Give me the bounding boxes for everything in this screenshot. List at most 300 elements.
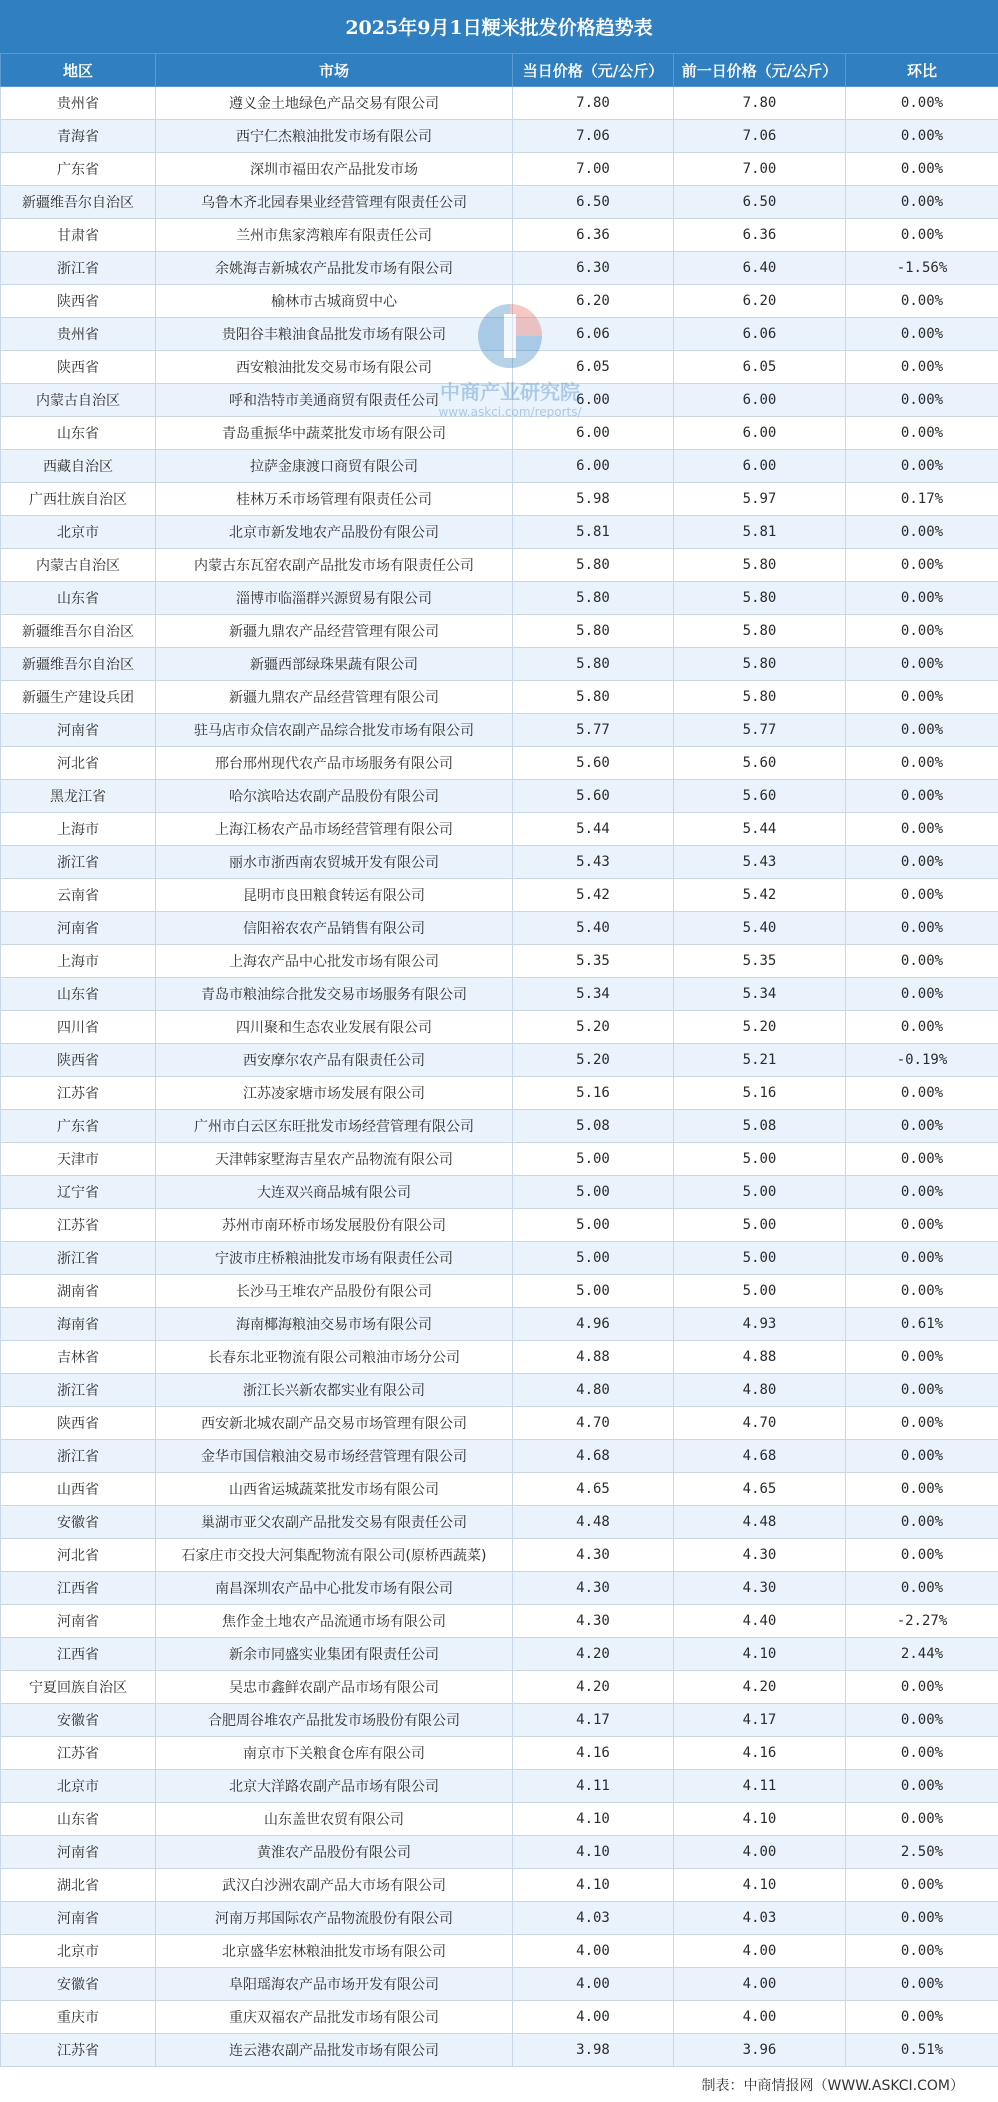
cell-change: 0.00% xyxy=(846,1704,998,1737)
cell-prev-price: 4.88 xyxy=(674,1341,846,1374)
cell-change: 0.00% xyxy=(846,1572,998,1605)
cell-change: -2.27% xyxy=(846,1605,998,1638)
cell-region: 陕西省 xyxy=(1,351,156,384)
cell-region: 江苏省 xyxy=(1,2034,156,2067)
table-row xyxy=(1,846,998,879)
cell-today-price: 6.20 xyxy=(513,285,674,318)
cell-prev-price: 5.81 xyxy=(674,516,846,549)
cell-today-price: 7.00 xyxy=(513,153,674,186)
cell-change: 0.00% xyxy=(846,1902,998,1935)
cell-today-price: 5.35 xyxy=(513,945,674,978)
cell-prev-price: 5.77 xyxy=(674,714,846,747)
cell-today-price: 7.06 xyxy=(513,120,674,153)
cell-today-price: 3.98 xyxy=(513,2034,674,2067)
table-row xyxy=(1,582,998,615)
cell-change: 0.00% xyxy=(846,1506,998,1539)
cell-market: 呼和浩特市美通商贸有限责任公司 xyxy=(156,384,513,417)
cell-prev-price: 4.40 xyxy=(674,1605,846,1638)
cell-today-price: 6.00 xyxy=(513,417,674,450)
cell-market: 西安新北城农副产品交易市场管理有限公司 xyxy=(156,1407,513,1440)
cell-region: 河北省 xyxy=(1,747,156,780)
cell-change: 0.17% xyxy=(846,483,998,516)
cell-today-price: 5.77 xyxy=(513,714,674,747)
cell-change: 2.44% xyxy=(846,1638,998,1671)
cell-prev-price: 4.00 xyxy=(674,1836,846,1869)
cell-region: 江苏省 xyxy=(1,1737,156,1770)
cell-prev-price: 4.93 xyxy=(674,1308,846,1341)
cell-market: 上海江杨农产品市场经营管理有限公司 xyxy=(156,813,513,846)
cell-region: 河南省 xyxy=(1,1836,156,1869)
cell-change: 0.00% xyxy=(846,1539,998,1572)
cell-change: 0.61% xyxy=(846,1308,998,1341)
cell-change: 0.00% xyxy=(846,1968,998,2001)
cell-change: -1.56% xyxy=(846,252,998,285)
cell-market: 南京市下关粮食仓库有限公司 xyxy=(156,1737,513,1770)
cell-prev-price: 6.36 xyxy=(674,219,846,252)
table-row xyxy=(1,285,998,318)
cell-region: 天津市 xyxy=(1,1143,156,1176)
cell-market: 广州市白云区东旺批发市场经营管理有限公司 xyxy=(156,1110,513,1143)
cell-market: 青岛重振华中蔬菜批发市场有限公司 xyxy=(156,417,513,450)
cell-prev-price: 5.00 xyxy=(674,1209,846,1242)
cell-region: 青海省 xyxy=(1,120,156,153)
table-header xyxy=(1,54,998,87)
header-market: 市场 xyxy=(156,54,513,87)
table-row xyxy=(1,1704,998,1737)
cell-region: 安徽省 xyxy=(1,1506,156,1539)
table-row xyxy=(1,1044,998,1077)
cell-region: 北京市 xyxy=(1,516,156,549)
cell-today-price: 5.00 xyxy=(513,1143,674,1176)
cell-market: 邢台邢州现代农产品市场服务有限公司 xyxy=(156,747,513,780)
cell-today-price: 4.00 xyxy=(513,2001,674,2034)
cell-prev-price: 5.42 xyxy=(674,879,846,912)
cell-region: 内蒙古自治区 xyxy=(1,384,156,417)
cell-today-price: 6.06 xyxy=(513,318,674,351)
cell-market: 榆林市古城商贸中心 xyxy=(156,285,513,318)
table-row xyxy=(1,549,998,582)
cell-today-price: 7.80 xyxy=(513,87,674,120)
cell-change: 0.51% xyxy=(846,2034,998,2067)
cell-change: 0.00% xyxy=(846,615,998,648)
table-row xyxy=(1,417,998,450)
cell-today-price: 5.40 xyxy=(513,912,674,945)
table-row xyxy=(1,1077,998,1110)
table-row xyxy=(1,1209,998,1242)
table-row xyxy=(1,1902,998,1935)
cell-today-price: 5.16 xyxy=(513,1077,674,1110)
cell-region: 贵州省 xyxy=(1,318,156,351)
cell-prev-price: 4.00 xyxy=(674,1935,846,1968)
cell-change: 0.00% xyxy=(846,648,998,681)
cell-market: 青岛市粮油综合批发交易市场服务有限公司 xyxy=(156,978,513,1011)
cell-today-price: 4.17 xyxy=(513,1704,674,1737)
cell-change: 0.00% xyxy=(846,945,998,978)
cell-region: 江苏省 xyxy=(1,1077,156,1110)
cell-today-price: 6.00 xyxy=(513,384,674,417)
cell-today-price: 4.30 xyxy=(513,1605,674,1638)
cell-change: 0.00% xyxy=(846,87,998,120)
cell-change: 0.00% xyxy=(846,417,998,450)
cell-prev-price: 4.30 xyxy=(674,1539,846,1572)
cell-today-price: 4.11 xyxy=(513,1770,674,1803)
cell-market: 信阳裕农农产品销售有限公司 xyxy=(156,912,513,945)
cell-today-price: 4.30 xyxy=(513,1539,674,1572)
cell-region: 河南省 xyxy=(1,1605,156,1638)
cell-region: 广西壮族自治区 xyxy=(1,483,156,516)
table-row xyxy=(1,1110,998,1143)
cell-change: 0.00% xyxy=(846,747,998,780)
cell-change: 0.00% xyxy=(846,186,998,219)
cell-prev-price: 4.17 xyxy=(674,1704,846,1737)
table-row xyxy=(1,1638,998,1671)
cell-prev-price: 5.00 xyxy=(674,1242,846,1275)
cell-prev-price: 6.40 xyxy=(674,252,846,285)
table-row xyxy=(1,186,998,219)
cell-today-price: 4.88 xyxy=(513,1341,674,1374)
cell-change: 0.00% xyxy=(846,2001,998,2034)
header-change: 环比 xyxy=(846,54,998,87)
cell-market: 新疆九鼎农产品经营管理有限公司 xyxy=(156,681,513,714)
table-row xyxy=(1,516,998,549)
cell-region: 新疆维吾尔自治区 xyxy=(1,648,156,681)
cell-market: 连云港农副产品批发市场有限公司 xyxy=(156,2034,513,2067)
table-row xyxy=(1,681,998,714)
cell-today-price: 5.80 xyxy=(513,681,674,714)
table-row xyxy=(1,1836,998,1869)
cell-today-price: 5.98 xyxy=(513,483,674,516)
cell-market: 桂林万禾市场管理有限责任公司 xyxy=(156,483,513,516)
cell-change: 0.00% xyxy=(846,120,998,153)
cell-change: 0.00% xyxy=(846,912,998,945)
cell-market: 黄淮农产品股份有限公司 xyxy=(156,1836,513,1869)
cell-prev-price: 5.80 xyxy=(674,582,846,615)
cell-change: 0.00% xyxy=(846,681,998,714)
cell-region: 湖北省 xyxy=(1,1869,156,1902)
cell-market: 江苏凌家塘市场发展有限公司 xyxy=(156,1077,513,1110)
table-row xyxy=(1,1341,998,1374)
cell-market: 浙江长兴新农都实业有限公司 xyxy=(156,1374,513,1407)
cell-change: 0.00% xyxy=(846,1935,998,1968)
cell-today-price: 5.42 xyxy=(513,879,674,912)
table-row xyxy=(1,2034,998,2067)
cell-market: 长沙马王堆农产品股份有限公司 xyxy=(156,1275,513,1308)
cell-today-price: 4.16 xyxy=(513,1737,674,1770)
cell-market: 焦作金土地农产品流通市场有限公司 xyxy=(156,1605,513,1638)
cell-prev-price: 4.48 xyxy=(674,1506,846,1539)
cell-region: 浙江省 xyxy=(1,1374,156,1407)
cell-region: 河南省 xyxy=(1,912,156,945)
cell-market: 重庆双福农产品批发市场有限公司 xyxy=(156,2001,513,2034)
table-row xyxy=(1,87,998,120)
cell-change: 0.00% xyxy=(846,1209,998,1242)
cell-market: 拉萨金康渡口商贸有限公司 xyxy=(156,450,513,483)
table-row xyxy=(1,252,998,285)
cell-region: 上海市 xyxy=(1,945,156,978)
cell-prev-price: 4.00 xyxy=(674,2001,846,2034)
cell-change: 0.00% xyxy=(846,582,998,615)
cell-market: 河南万邦国际农产品物流股份有限公司 xyxy=(156,1902,513,1935)
table-row xyxy=(1,1572,998,1605)
table-row xyxy=(1,1737,998,1770)
cell-today-price: 5.20 xyxy=(513,1011,674,1044)
cell-change: 0.00% xyxy=(846,846,998,879)
cell-market: 乌鲁木齐北园春果业经营管理有限责任公司 xyxy=(156,186,513,219)
cell-prev-price: 5.60 xyxy=(674,747,846,780)
cell-change: 0.00% xyxy=(846,780,998,813)
cell-market: 遵义金土地绿色产品交易有限公司 xyxy=(156,87,513,120)
cell-region: 浙江省 xyxy=(1,846,156,879)
cell-region: 安徽省 xyxy=(1,1704,156,1737)
cell-change: 0.00% xyxy=(846,351,998,384)
table-row xyxy=(1,1308,998,1341)
watermark-name: 中商产业研究院 xyxy=(420,376,600,405)
cell-prev-price: 6.20 xyxy=(674,285,846,318)
cell-market: 阜阳瑶海农产品市场开发有限公司 xyxy=(156,1968,513,2001)
cell-prev-price: 4.00 xyxy=(674,1968,846,2001)
cell-prev-price: 5.35 xyxy=(674,945,846,978)
table-row xyxy=(1,450,998,483)
cell-change: 0.00% xyxy=(846,1473,998,1506)
cell-market: 深圳市福田农产品批发市场 xyxy=(156,153,513,186)
cell-today-price: 4.48 xyxy=(513,1506,674,1539)
table-row xyxy=(1,1539,998,1572)
cell-today-price: 5.00 xyxy=(513,1275,674,1308)
cell-change: -0.19% xyxy=(846,1044,998,1077)
cell-region: 云南省 xyxy=(1,879,156,912)
watermark-url: www.askci.com/reports/ xyxy=(420,405,600,419)
table-row xyxy=(1,1407,998,1440)
table-row xyxy=(1,1176,998,1209)
cell-market: 新疆西部绿珠果蔬有限公司 xyxy=(156,648,513,681)
table-row xyxy=(1,615,998,648)
cell-market: 内蒙古东瓦窑农副产品批发市场有限责任公司 xyxy=(156,549,513,582)
cell-prev-price: 6.00 xyxy=(674,384,846,417)
cell-prev-price: 4.30 xyxy=(674,1572,846,1605)
table-row xyxy=(1,879,998,912)
cell-change: 0.00% xyxy=(846,813,998,846)
cell-prev-price: 6.00 xyxy=(674,450,846,483)
cell-today-price: 4.30 xyxy=(513,1572,674,1605)
cell-market: 山西省运城蔬菜批发市场有限公司 xyxy=(156,1473,513,1506)
cell-today-price: 4.70 xyxy=(513,1407,674,1440)
cell-change: 0.00% xyxy=(846,879,998,912)
cell-today-price: 4.10 xyxy=(513,1803,674,1836)
cell-market: 海南椰海粮油交易市场有限公司 xyxy=(156,1308,513,1341)
table-row xyxy=(1,1506,998,1539)
cell-change: 0.00% xyxy=(846,1242,998,1275)
cell-prev-price: 5.80 xyxy=(674,549,846,582)
table-body xyxy=(1,87,998,2067)
cell-market: 贵阳谷丰粮油食品批发市场有限公司 xyxy=(156,318,513,351)
cell-region: 江苏省 xyxy=(1,1209,156,1242)
cell-region: 陕西省 xyxy=(1,1407,156,1440)
cell-change: 0.00% xyxy=(846,219,998,252)
footer-credit: 制表：中商情报网（WWW.ASKCI.COM） xyxy=(0,2067,998,2102)
cell-today-price: 5.44 xyxy=(513,813,674,846)
cell-prev-price: 5.20 xyxy=(674,1011,846,1044)
cell-region: 河南省 xyxy=(1,1902,156,1935)
cell-region: 北京市 xyxy=(1,1935,156,1968)
cell-change: 0.00% xyxy=(846,1176,998,1209)
cell-prev-price: 5.40 xyxy=(674,912,846,945)
cell-prev-price: 4.20 xyxy=(674,1671,846,1704)
header-region: 地区 xyxy=(1,54,156,87)
cell-prev-price: 6.05 xyxy=(674,351,846,384)
cell-today-price: 5.80 xyxy=(513,582,674,615)
cell-market: 武汉白沙洲农副产品大市场有限公司 xyxy=(156,1869,513,1902)
cell-market: 余姚海吉新城农产品批发市场有限公司 xyxy=(156,252,513,285)
table-row xyxy=(1,1605,998,1638)
cell-today-price: 4.80 xyxy=(513,1374,674,1407)
cell-prev-price: 4.10 xyxy=(674,1869,846,1902)
cell-region: 海南省 xyxy=(1,1308,156,1341)
cell-market: 丽水市浙西南农贸城开发有限公司 xyxy=(156,846,513,879)
cell-today-price: 5.00 xyxy=(513,1242,674,1275)
cell-today-price: 5.08 xyxy=(513,1110,674,1143)
cell-prev-price: 5.80 xyxy=(674,615,846,648)
cell-prev-price: 6.50 xyxy=(674,186,846,219)
cell-prev-price: 5.00 xyxy=(674,1176,846,1209)
cell-change: 0.00% xyxy=(846,1341,998,1374)
cell-region: 山东省 xyxy=(1,1803,156,1836)
cell-change: 0.00% xyxy=(846,1077,998,1110)
cell-market: 昆明市良田粮食转运有限公司 xyxy=(156,879,513,912)
cell-today-price: 6.50 xyxy=(513,186,674,219)
table-row xyxy=(1,1671,998,1704)
cell-prev-price: 4.03 xyxy=(674,1902,846,1935)
cell-market: 石家庄市交投大河集配物流有限公司(原桥西蔬菜) xyxy=(156,1539,513,1572)
cell-prev-price: 4.65 xyxy=(674,1473,846,1506)
cell-today-price: 5.80 xyxy=(513,648,674,681)
cell-change: 0.00% xyxy=(846,1440,998,1473)
table-row xyxy=(1,978,998,1011)
cell-region: 河南省 xyxy=(1,714,156,747)
cell-market: 新疆九鼎农产品经营管理有限公司 xyxy=(156,615,513,648)
cell-prev-price: 4.10 xyxy=(674,1803,846,1836)
cell-market: 山东盖世农贸有限公司 xyxy=(156,1803,513,1836)
cell-region: 浙江省 xyxy=(1,1440,156,1473)
cell-region: 山东省 xyxy=(1,978,156,1011)
cell-region: 山东省 xyxy=(1,417,156,450)
cell-prev-price: 4.70 xyxy=(674,1407,846,1440)
cell-market: 驻马店市众信农副产品综合批发市场有限公司 xyxy=(156,714,513,747)
cell-region: 浙江省 xyxy=(1,1242,156,1275)
cell-prev-price: 5.97 xyxy=(674,483,846,516)
cell-prev-price: 6.06 xyxy=(674,318,846,351)
cell-change: 0.00% xyxy=(846,318,998,351)
cell-prev-price: 5.16 xyxy=(674,1077,846,1110)
cell-region: 贵州省 xyxy=(1,87,156,120)
cell-market: 兰州市焦家湾粮库有限责任公司 xyxy=(156,219,513,252)
cell-change: 0.00% xyxy=(846,714,998,747)
cell-today-price: 4.03 xyxy=(513,1902,674,1935)
cell-prev-price: 5.43 xyxy=(674,846,846,879)
cell-market: 长春东北亚物流有限公司粮油市场分公司 xyxy=(156,1341,513,1374)
cell-region: 江西省 xyxy=(1,1572,156,1605)
cell-prev-price: 5.00 xyxy=(674,1275,846,1308)
cell-today-price: 6.30 xyxy=(513,252,674,285)
cell-prev-price: 7.00 xyxy=(674,153,846,186)
cell-change: 2.50% xyxy=(846,1836,998,1869)
table-row xyxy=(1,1440,998,1473)
cell-region: 吉林省 xyxy=(1,1341,156,1374)
table-row xyxy=(1,714,998,747)
table-row xyxy=(1,219,998,252)
cell-prev-price: 6.00 xyxy=(674,417,846,450)
cell-prev-price: 3.96 xyxy=(674,2034,846,2067)
cell-region: 河北省 xyxy=(1,1539,156,1572)
table-row xyxy=(1,813,998,846)
cell-region: 宁夏回族自治区 xyxy=(1,1671,156,1704)
cell-prev-price: 7.06 xyxy=(674,120,846,153)
cell-region: 陕西省 xyxy=(1,1044,156,1077)
cell-today-price: 4.20 xyxy=(513,1671,674,1704)
table-row xyxy=(1,945,998,978)
cell-change: 0.00% xyxy=(846,1770,998,1803)
cell-market: 苏州市南环桥市场发展股份有限公司 xyxy=(156,1209,513,1242)
cell-region: 江西省 xyxy=(1,1638,156,1671)
price-table xyxy=(0,53,998,2067)
cell-market: 南昌深圳农产品中心批发市场有限公司 xyxy=(156,1572,513,1605)
cell-change: 0.00% xyxy=(846,1275,998,1308)
cell-prev-price: 5.80 xyxy=(674,648,846,681)
table-row xyxy=(1,1473,998,1506)
cell-region: 上海市 xyxy=(1,813,156,846)
cell-today-price: 4.10 xyxy=(513,1869,674,1902)
cell-prev-price: 7.80 xyxy=(674,87,846,120)
table-row xyxy=(1,1275,998,1308)
cell-change: 0.00% xyxy=(846,549,998,582)
cell-today-price: 5.81 xyxy=(513,516,674,549)
cell-prev-price: 5.00 xyxy=(674,1143,846,1176)
cell-region: 黑龙江省 xyxy=(1,780,156,813)
cell-today-price: 6.00 xyxy=(513,450,674,483)
cell-region: 陕西省 xyxy=(1,285,156,318)
cell-market: 北京市新发地农产品股份有限公司 xyxy=(156,516,513,549)
cell-market: 上海农产品中心批发市场有限公司 xyxy=(156,945,513,978)
table-row xyxy=(1,2001,998,2034)
cell-region: 内蒙古自治区 xyxy=(1,549,156,582)
cell-region: 北京市 xyxy=(1,1770,156,1803)
cell-market: 淄博市临淄群兴源贸易有限公司 xyxy=(156,582,513,615)
cell-market: 西安摩尔农产品有限责任公司 xyxy=(156,1044,513,1077)
cell-today-price: 5.60 xyxy=(513,780,674,813)
cell-change: 0.00% xyxy=(846,1671,998,1704)
cell-market: 合肥周谷堆农产品批发市场股份有限公司 xyxy=(156,1704,513,1737)
cell-region: 湖南省 xyxy=(1,1275,156,1308)
cell-market: 西宁仁杰粮油批发市场有限公司 xyxy=(156,120,513,153)
cell-market: 金华市国信粮油交易市场经营管理有限公司 xyxy=(156,1440,513,1473)
cell-today-price: 4.00 xyxy=(513,1968,674,2001)
header-prev-price: 前一日价格（元/公斤） xyxy=(674,54,846,87)
cell-market: 哈尔滨哈达农副产品股份有限公司 xyxy=(156,780,513,813)
table-row xyxy=(1,318,998,351)
cell-prev-price: 5.08 xyxy=(674,1110,846,1143)
cell-change: 0.00% xyxy=(846,1011,998,1044)
cell-market: 西安粮油批发交易市场有限公司 xyxy=(156,351,513,384)
table-row xyxy=(1,1935,998,1968)
table-row xyxy=(1,648,998,681)
cell-change: 0.00% xyxy=(846,285,998,318)
table-row xyxy=(1,384,998,417)
cell-today-price: 5.00 xyxy=(513,1176,674,1209)
table-row xyxy=(1,747,998,780)
cell-region: 新疆维吾尔自治区 xyxy=(1,615,156,648)
cell-today-price: 5.43 xyxy=(513,846,674,879)
cell-today-price: 6.36 xyxy=(513,219,674,252)
cell-today-price: 4.20 xyxy=(513,1638,674,1671)
